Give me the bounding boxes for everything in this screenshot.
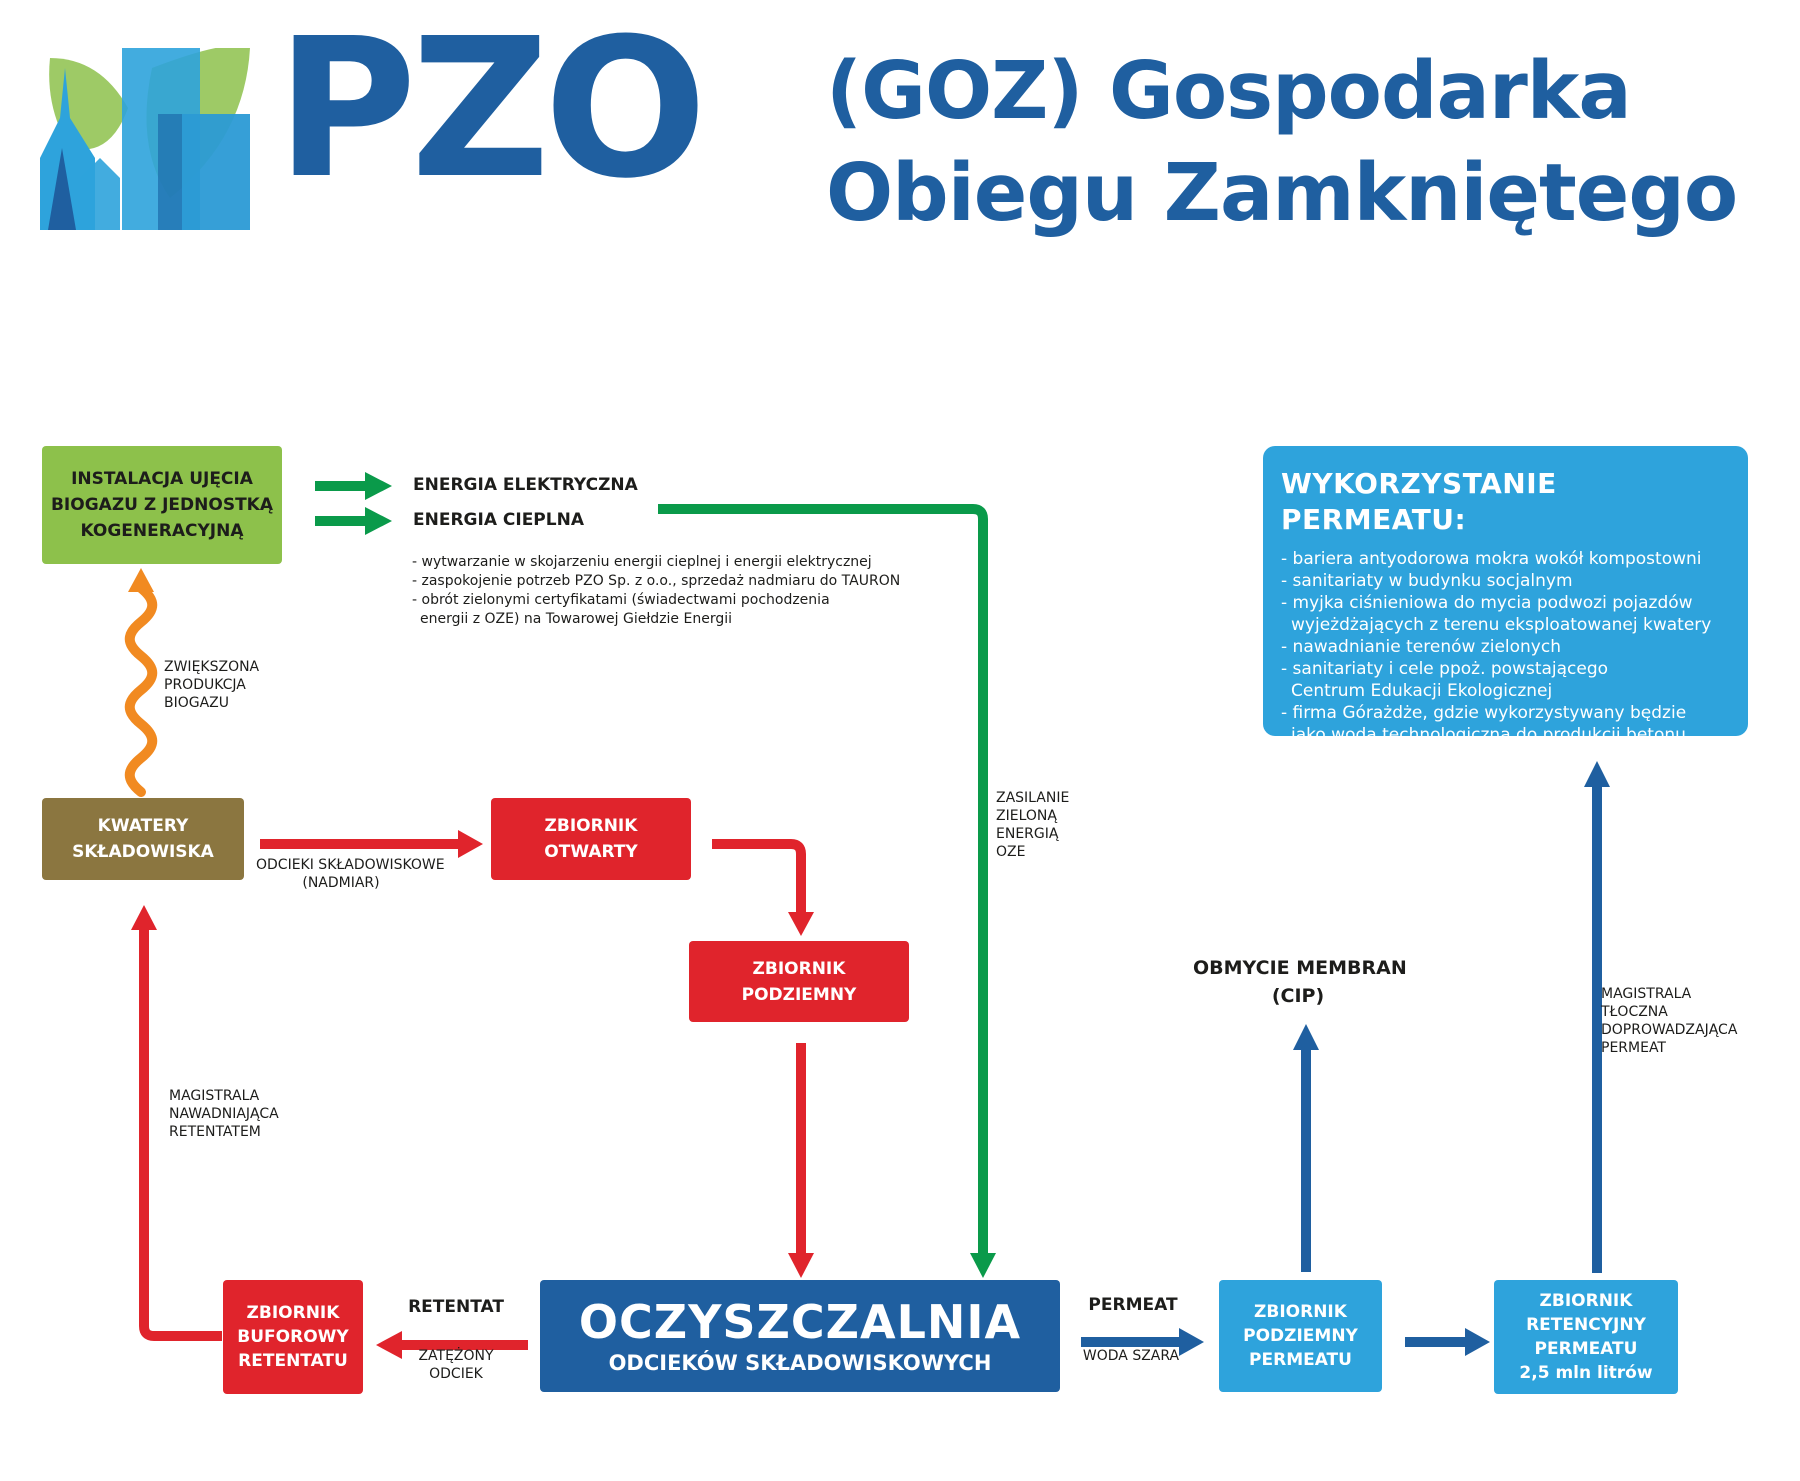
list-item: wyjeżdżających z terenu eksploatowanej kwatery [1291, 615, 1712, 635]
box-line: ZBIORNIK [544, 816, 638, 836]
headline-line-2: Obiegu Zamkniętego [826, 147, 1738, 239]
oczyszczalnia-title: OCZYSZCZALNIA [578, 1295, 1022, 1349]
label-magistrala-tloczna [1601, 985, 1737, 1057]
label-line: RETENTATEM [169, 1124, 261, 1140]
label-line: BIOGAZU [164, 695, 230, 711]
note-line: - zaspokojenie potrzeb PZO Sp. z o.o., sprzedaż nadmiaru do TAURON [412, 573, 901, 589]
arrow-zpp-zrp [1405, 1328, 1490, 1356]
arrow-energia-cieplna [315, 507, 392, 535]
box-zbiornik-podziemny [689, 941, 909, 1022]
label-line: NAWADNIAJĄCA [169, 1106, 279, 1122]
arrow-podziemny-oczyszczalnia [796, 1043, 806, 1255]
label-odcieki-skladowiskowe [256, 856, 445, 892]
label-line: PERMEAT [1601, 1040, 1666, 1056]
label-zasilanie-oze [996, 789, 1069, 861]
label-line: DOPROWADZAJĄCA [1601, 1022, 1738, 1038]
box-kwatery-skladowiska [42, 798, 244, 880]
permeat-uses-list [1281, 548, 1711, 746]
label-line: MAGISTRALA [1601, 986, 1692, 1002]
box-line: ZBIORNIK [752, 958, 846, 979]
arrow-biogaz [130, 588, 153, 792]
headline-line-1: (GOZ) Gospodarka [826, 45, 1631, 137]
label-line: TŁOCZNA [1601, 1004, 1668, 1020]
label-energia-elektryczna: ENERGIA ELEKTRYCZNA [413, 475, 638, 495]
box-line: 2,5 mln litrów [1519, 1363, 1653, 1383]
label-line: ZATĘŻONY [418, 1348, 494, 1364]
box-zbiornik-retencyjny-permeatu [1494, 1280, 1678, 1394]
box-zbiornik-podziemny-permeatu [1219, 1280, 1382, 1392]
note-line: energii z OZE) na Towarowej Giełdzie Energii [420, 611, 733, 627]
box-line: PERMEATU [1249, 1350, 1352, 1370]
label-line: ENERGIĄ [996, 826, 1059, 842]
arrow-odcieki [260, 830, 483, 858]
box-line: PODZIEMNY [1243, 1326, 1358, 1346]
box-zbiornik-buforowy [223, 1280, 363, 1394]
note-line: - wytwarzanie w skojarzeniu energii cieplnej i energii elektrycznej [412, 554, 872, 570]
label-obmycie-membran [1193, 954, 1407, 1010]
box-line: PERMEATU [1534, 1339, 1638, 1359]
arrow-otwarty-podziemny [712, 844, 801, 914]
box-oczyszczalnia [540, 1280, 1060, 1392]
arrow-obmycie [1301, 1048, 1311, 1272]
arrow-energia-elektryczna [315, 472, 392, 500]
box-instalacja-biogazu [42, 446, 282, 564]
box-line: RETENTATU [238, 1351, 348, 1371]
list-item: - nawadnianie terenów zielonych [1281, 637, 1561, 657]
box-line: RETENCYJNY [1526, 1315, 1646, 1335]
box-line: ZBIORNIK [246, 1303, 340, 1323]
box-zbiornik-otwarty [491, 798, 691, 880]
label-woda-szara: WODA SZARA [1082, 1348, 1180, 1364]
box-line: BUFOROWY [237, 1327, 349, 1347]
label-retentat: RETENTAT [408, 1297, 504, 1317]
arrow-otwarty-podziemny-head [788, 912, 814, 936]
arrow-magistrala-tloczna-head [1584, 761, 1610, 787]
label-line: PRODUKCJA [164, 677, 246, 693]
label-line: ZWIĘKSZONA [164, 659, 260, 675]
list-item: - bariera antyodorowa mokra wokół kompostowni [1281, 549, 1702, 569]
box-line: ZBIORNIK [1254, 1302, 1347, 1322]
arrow-obmycie-head [1293, 1024, 1319, 1050]
label-line: ZASILANIE [996, 790, 1070, 806]
label-line: (NADMIAR) [302, 875, 380, 891]
panel-wykorzystanie-permeatu [1263, 446, 1748, 745]
label-zwiekszona-produkcja [164, 658, 259, 712]
label-magistrala-nawadniajaca [169, 1087, 279, 1141]
label-line: (CIP) [1271, 985, 1325, 1007]
box-line: PODZIEMNY [741, 984, 857, 1005]
arrow-biogaz-head [128, 568, 154, 592]
box-line: SKŁADOWISKA [72, 842, 214, 862]
pzo-wordmark: PZO [276, 0, 702, 221]
label-permeat: PERMEAT [1088, 1295, 1178, 1315]
box-line: INSTALACJA UJĘCIA [71, 469, 253, 489]
list-item: Centrum Edukacji Ekologicznej [1291, 681, 1553, 701]
label-line: OBMYCIE MEMBRAN [1193, 957, 1407, 979]
list-item: - myjka ciśnieniowa do mycia podwozi pojazdów [1281, 593, 1693, 613]
label-line: OZE [996, 844, 1026, 860]
box-line: KWATERY [97, 816, 189, 836]
box-line: BIOGAZU Z JEDNOSTKĄ [50, 495, 274, 515]
label-line: MAGISTRALA [169, 1088, 260, 1104]
arrow-magistrala-nawadniajaca-head [131, 905, 157, 930]
label-energia-cieplna: ENERGIA CIEPLNA [413, 510, 584, 530]
list-item: jako woda technologiczna do produkcji betonu [1291, 725, 1686, 745]
label-energy-notes [412, 553, 900, 629]
list-item: - sanitariaty w budynku socjalnym [1281, 571, 1573, 591]
box-line: ZBIORNIK [1539, 1291, 1633, 1311]
box-line: KOGENERACYJNĄ [80, 521, 244, 541]
label-zatezony-odciek [406, 1347, 506, 1383]
note-line: - obrót zielonymi certyfikatami (świadectwami pochodzenia [412, 592, 830, 608]
panel-title: WYKORZYSTANIE PERMEATU: [1281, 467, 1557, 536]
box-line: OTWARTY [544, 842, 638, 862]
oczyszczalnia-subtitle: ODCIEKÓW SKŁADOWISKOWYCH [608, 1351, 992, 1375]
label-line: ZIELONĄ [996, 808, 1057, 824]
list-item: - firma Górażdże, gdzie wykorzystywany będzie [1281, 703, 1687, 723]
label-line: ODCIEKI SKŁADOWISKOWE [256, 857, 445, 873]
arrow-podziemny-oczyszczalnia-head [788, 1253, 814, 1278]
list-item: - sanitariaty i cele ppoż. powstającego [1281, 659, 1609, 679]
label-line: ODCIEK [429, 1366, 483, 1382]
arrow-zasilanie-oze-head [970, 1253, 996, 1278]
